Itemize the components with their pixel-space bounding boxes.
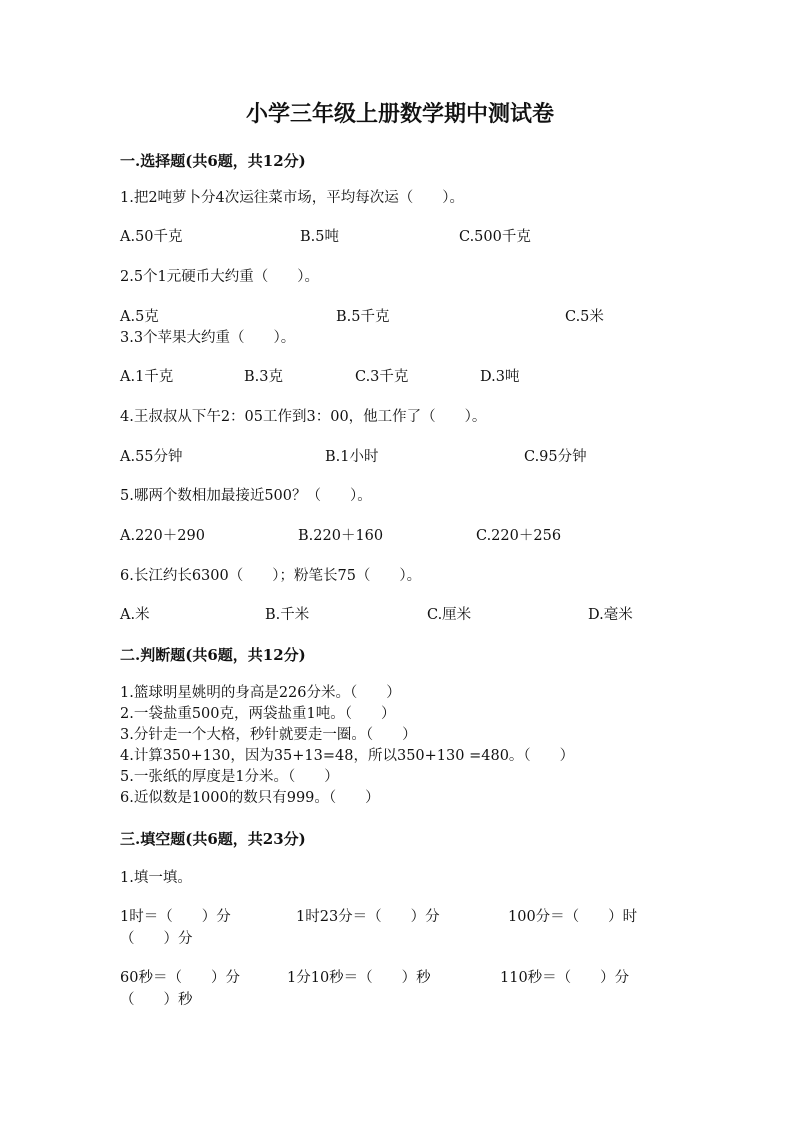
choice-4-option-c: C.95分钟: [524, 449, 587, 465]
choice-5-option-c: C.220＋256: [476, 528, 562, 544]
judge-item-1: 1.篮球明星姚明的身高是226分米。（ ）: [120, 685, 401, 701]
choice-3-option-d: D.3吨: [480, 369, 520, 385]
judge-item-4: 4.计算350+130，因为35+13=48，所以350+130 =480。（ ）: [120, 748, 575, 764]
judge-item-5: 5.一张纸的厚度是1分米。（ ）: [120, 769, 339, 785]
fill-row2-item-3: 110秒＝（ ）分: [500, 970, 630, 986]
choice-6-option-d: D.毫米: [588, 607, 633, 623]
choice-6-option-b: B.千米: [265, 607, 310, 623]
choice-4-option-a: A.55分钟: [120, 449, 183, 465]
choice-question-1: 1.把2吨萝卜分4次运往菜市场，平均每次运（ ）。: [120, 190, 465, 206]
section-heading-fill: 三.填空题(共6题，共23分): [120, 830, 306, 848]
fill-row1-item-2: 1时23分＝（ ）分: [296, 909, 440, 925]
choice-2-option-c: C.5米: [565, 309, 604, 325]
page-title: 小学三年级上册数学期中测试卷: [245, 101, 554, 127]
choice-1-option-a: A.50千克: [120, 229, 183, 245]
fill-row1-continuation: （ ）分: [120, 931, 193, 947]
choice-5-option-b: B.220＋160: [298, 528, 384, 544]
choice-5-option-a: A.220＋290: [120, 528, 205, 544]
choice-6-option-c: C.厘米: [427, 607, 472, 623]
choice-1-option-c: C.500千克: [459, 229, 531, 245]
choice-3-option-c: C.3千克: [355, 369, 409, 385]
choice-4-option-b: B.1小时: [325, 449, 379, 465]
fill-row1-item-3: 100分＝（ ）时: [508, 909, 638, 925]
judge-item-6: 6.近似数是1000的数只有999。（ ）: [120, 790, 380, 806]
choice-question-4: 4.王叔叔从下午2：05工作到3：00，他工作了（ ）。: [120, 409, 487, 425]
choice-6-option-a: A.米: [120, 607, 150, 623]
fill-row2-continuation: （ ）秒: [120, 992, 193, 1008]
section-heading-choice: 一.选择题(共6题，共12分): [120, 152, 306, 170]
fill-row2-item-2: 1分10秒＝（ ）秒: [287, 970, 431, 986]
fill-row2-item-1: 60秒＝（ ）分: [120, 970, 240, 986]
section-heading-judge: 二.判断题(共6题，共12分): [120, 646, 306, 664]
choice-question-5: 5.哪两个数相加最接近500？（ ）。: [120, 488, 372, 504]
choice-question-6: 6.长江约长6300（ ）；粉笔长75（ ）。: [120, 568, 422, 584]
choice-2-option-a: A.5克: [120, 309, 159, 325]
choice-3-option-b: B.3克: [244, 369, 283, 385]
choice-question-3: 3.3个苹果大约重（ ）。: [120, 330, 296, 346]
fill-row1-item-1: 1时＝（ ）分: [120, 909, 231, 925]
choice-2-option-b: B.5千克: [336, 309, 390, 325]
choice-1-option-b: B.5吨: [300, 229, 339, 245]
choice-3-option-a: A.1千克: [120, 369, 174, 385]
fill-question-1: 1.填一填。: [120, 870, 192, 886]
judge-item-2: 2.一袋盐重500克，两袋盐重1吨。（ ）: [120, 706, 396, 722]
choice-question-2: 2.5个1元硬币大约重（ ）。: [120, 269, 320, 285]
judge-item-3: 3.分针走一个大格，秒针就要走一圈。（ ）: [120, 727, 417, 743]
